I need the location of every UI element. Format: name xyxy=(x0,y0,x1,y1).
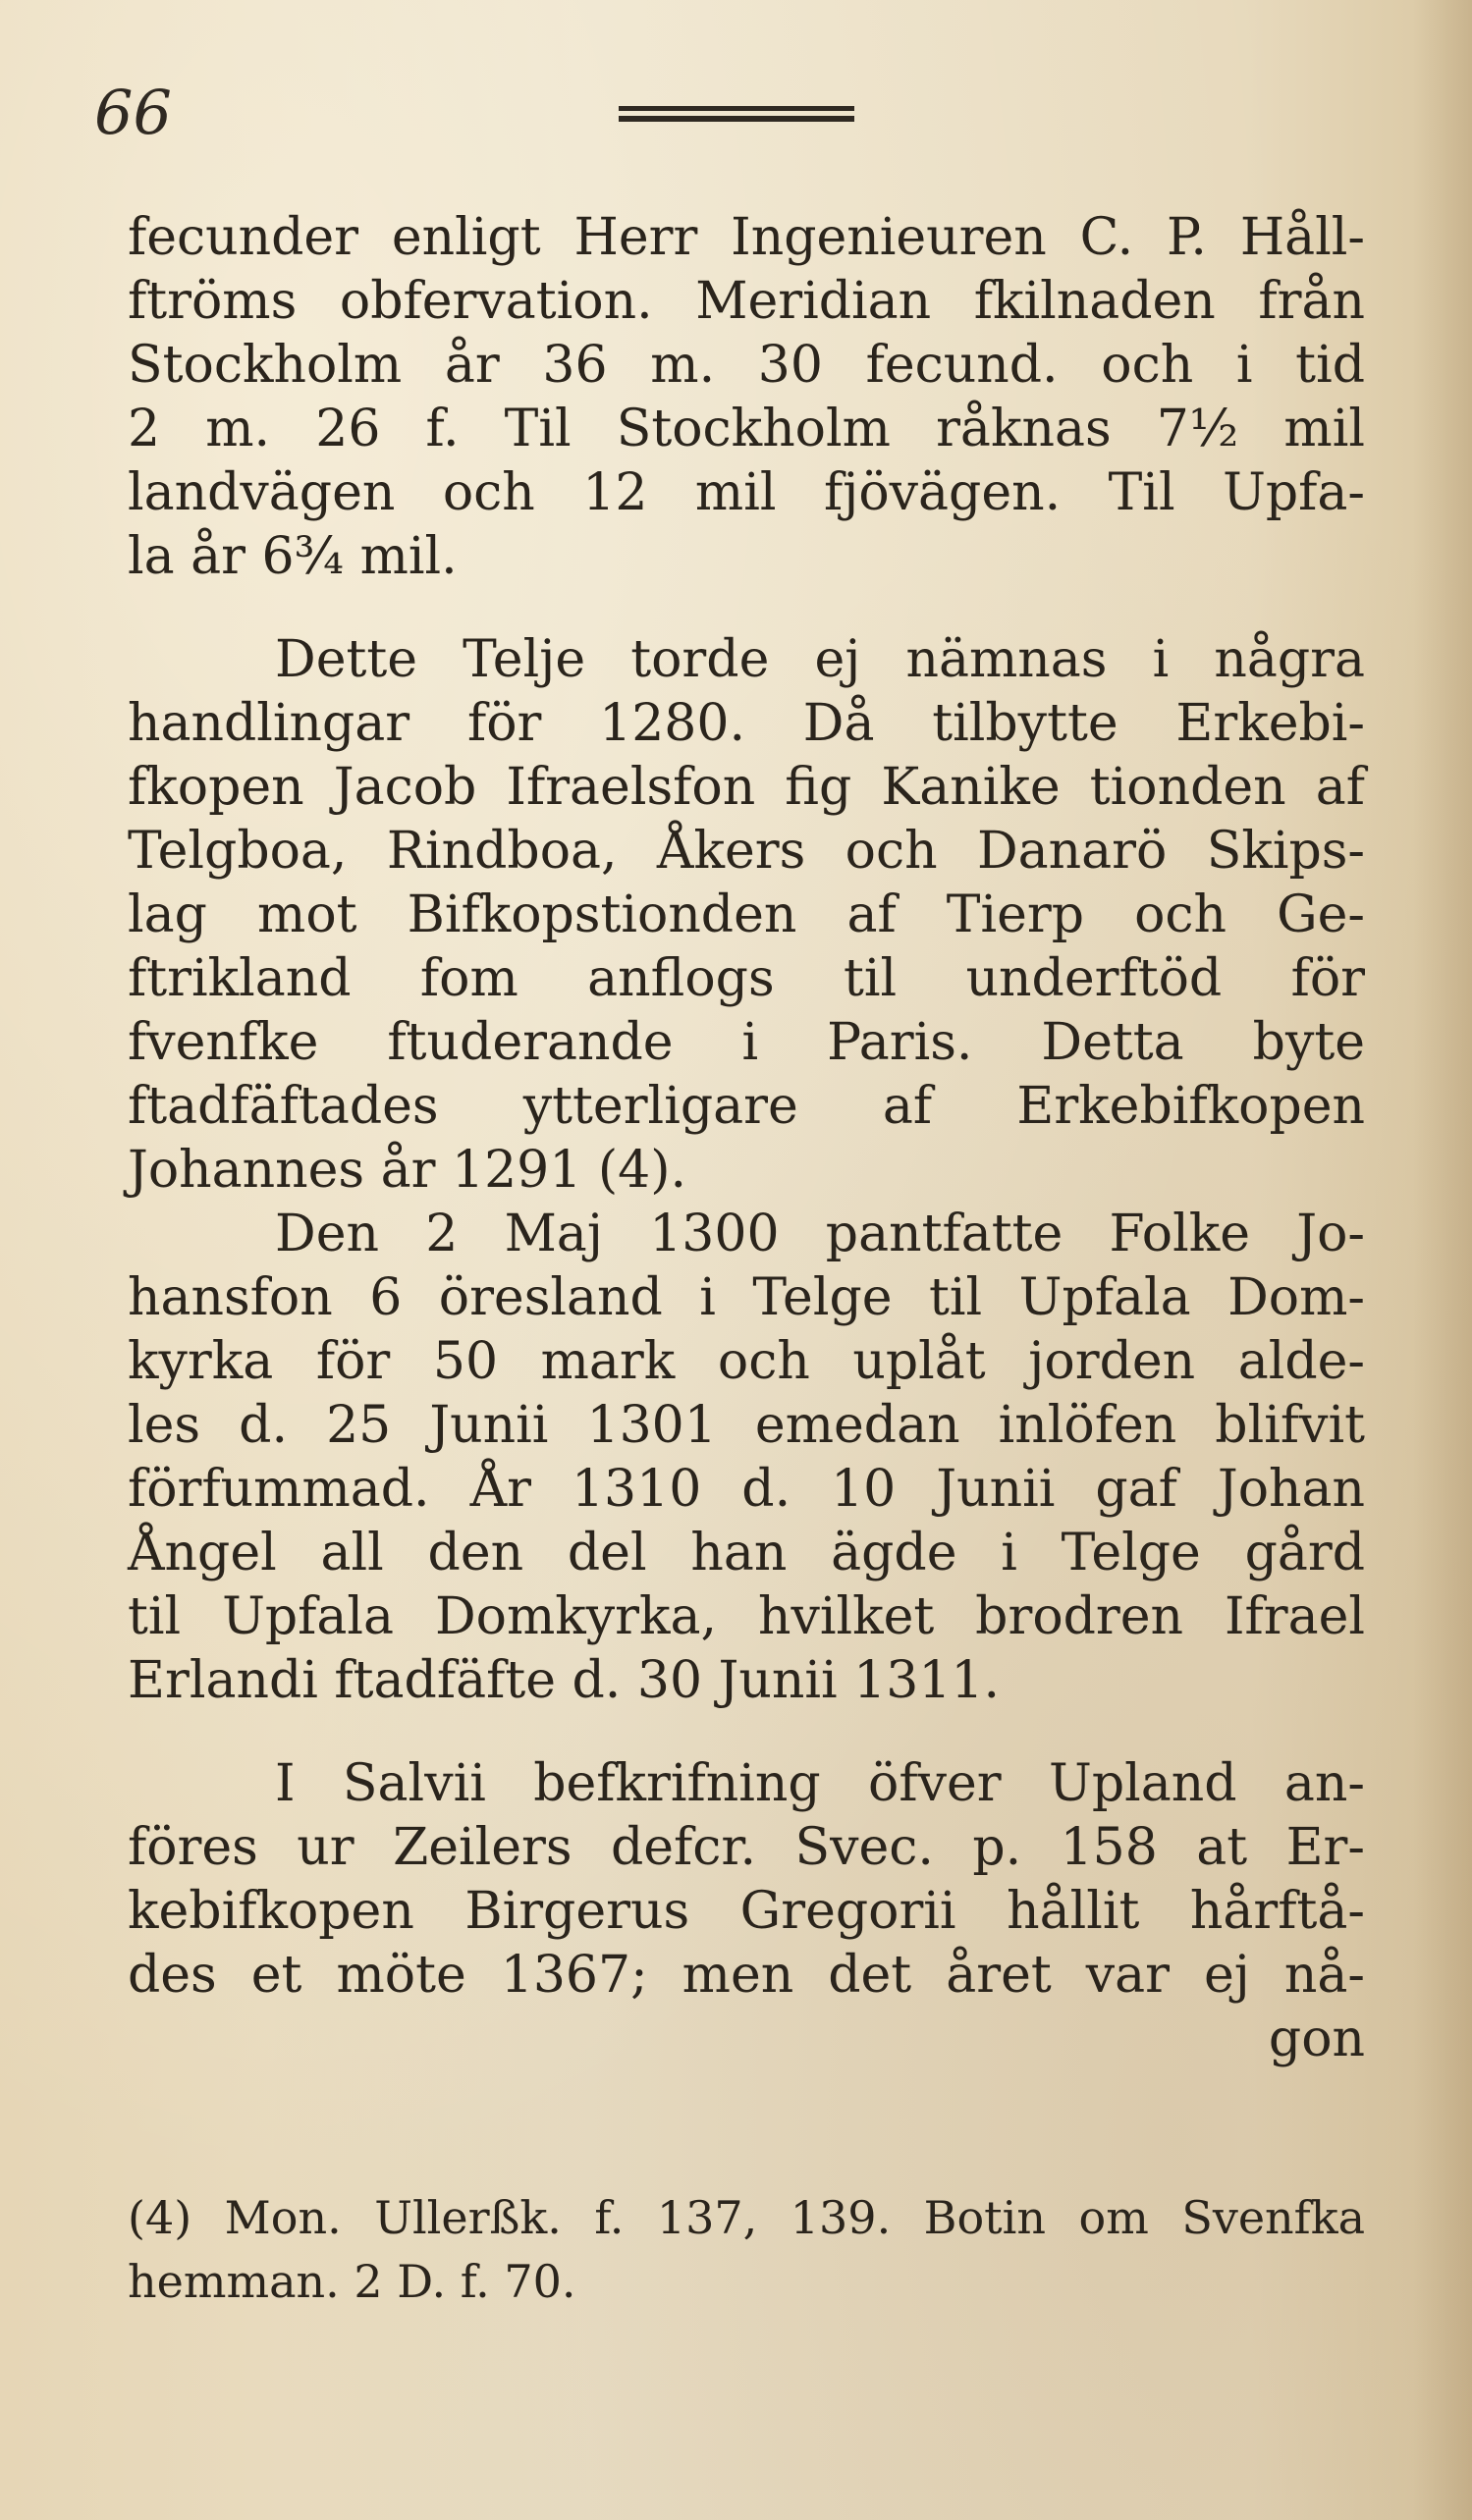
text-line: ftrikland fom anflogs til underftöd för xyxy=(128,949,1365,1008)
catchword: gon xyxy=(1268,2010,1365,2068)
text-line: förfummad. År 1310 d. 10 Junii gaf Johan xyxy=(128,1460,1365,1519)
footnote xyxy=(128,2189,1365,2317)
text-line: la år 6¾ mil. xyxy=(128,527,458,586)
text-line: kyrka för 50 mark och uplåt jorden alde- xyxy=(128,1332,1365,1391)
text-line: ftadfäftades ytterligare af Erkebifkopen xyxy=(128,1077,1365,1136)
text-line: Johannes år 1291 (4). xyxy=(128,1141,687,1200)
footnote-line: hemman. 2 D. f. 70. xyxy=(128,2255,576,2308)
text-line: fvenfke ftuderande i Paris. Detta byte xyxy=(128,1013,1365,1072)
text-line: hansfon 6 öresland i Telge til Upfala Dom- xyxy=(128,1268,1365,1327)
text-line: Stockholm år 36 m. 30 fecund. och i tid xyxy=(128,336,1365,395)
text-line: föres ur Zeilers defcr. Svec. p. 158 at Er- xyxy=(128,1818,1365,1877)
page-number: 66 xyxy=(94,77,172,148)
text-line: I Salvii befkrifning öfver Upland an- xyxy=(275,1754,1365,1813)
header-ornament xyxy=(619,106,854,128)
text-line: kebifkopen Birgerus Gregorii hållit hårftå- xyxy=(128,1882,1365,1941)
footnote-line: (4) Mon. Ullerßk. f. 137, 139. Botin om Svenfka xyxy=(128,2191,1365,2244)
text-line: landvägen och 12 mil fjövägen. Til Upfa- xyxy=(128,463,1365,522)
text-line: ftröms obfervation. Meridian fkilnaden från xyxy=(128,272,1365,331)
text-line: Den 2 Maj 1300 pantfatte Folke Jo- xyxy=(275,1205,1365,1263)
text-line: des et möte 1367; men det året var ej nå- xyxy=(128,1946,1365,2005)
text-line: Telgboa, Rindboa, Åkers och Danarö Skips- xyxy=(128,822,1365,881)
text-line: fkopen Jacob Ifraelsfon fig Kanike tionden af xyxy=(128,758,1365,817)
body-text xyxy=(128,206,1365,2071)
text-line: Dette Telje torde ej nämnas i några xyxy=(275,630,1365,689)
text-line: lag mot Bifkopstionden af Tierp och Ge- xyxy=(128,885,1365,944)
text-line: fecunder enligt Herr Ingenieuren C. P. Håll- xyxy=(128,208,1365,267)
text-line: handlingar för 1280. Då tilbytte Erkebi- xyxy=(128,694,1365,753)
page-gutter-shadow xyxy=(1413,0,1472,2520)
text-line: Ångel all den del han ägde i Telge gård xyxy=(128,1524,1365,1582)
text-line: 2 m. 26 f. Til Stockholm råknas 7½ mil xyxy=(128,400,1365,458)
text-line: les d. 25 Junii 1301 emedan inlöfen blifvit xyxy=(128,1396,1365,1455)
text-line: Erlandi ftadfäfte d. 30 Junii 1311. xyxy=(128,1651,1001,1710)
text-line: til Upfala Domkyrka, hvilket brodren Ifrael xyxy=(128,1587,1365,1646)
